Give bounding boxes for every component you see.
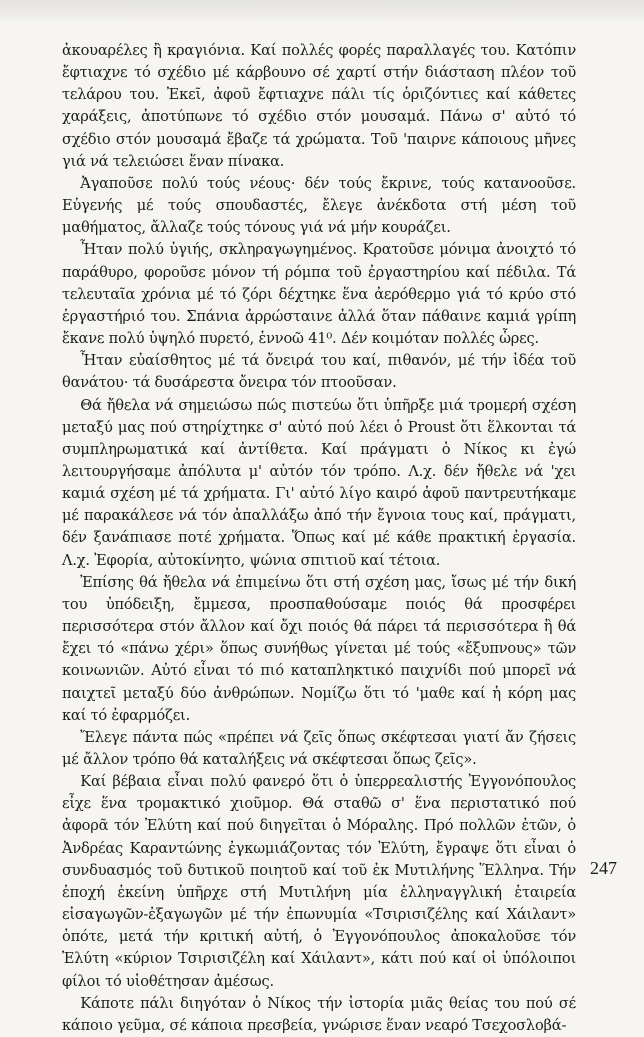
page-number: 247: [590, 858, 617, 878]
scan-top-edge: [0, 0, 644, 22]
paragraph: Καί βέβαια εἶναι πολύ φανερό ὅτι ὁ ὑπερρεαλιστής Ἐγγονόπουλος εἶχε ἕνα τρομακτικό χιοῦμορ. Θά σταθῶ σ' ἕνα περιστατικό πού ἀφορᾶ τόν Ἐλύτη καί πού διηγεῖται ὁ Μόραλης. Πρό πολλῶν ἐτῶν, ὁ Ἀνδρέας Καραντώνης ἐγκωμιάζοντας τόν Ἐλύτη, ἔγραψε ὅτι εἶναι ὁ συνδυασμός τοῦ δυτικοῦ ποιητοῦ καί τοῦ ἐκ Μυτιλήνης Ἕλληνα. Τήν ἐποχή ἐκείνη ὑπῆρχε στή Μυτιλήνη μία ἑλληναγγλική ἑταιρεία εἰσαγωγῶν-ἐξαγωγῶν μέ τήν ἐπωνυμία «Τσιρισιζέλης καί Χάιλαντ» ὁπότε, μετά τήν κριτική αὐτή, ὁ Ἐγγονόπουλος ἀποκαλοῦσε τόν Ἐλύτη «κύριον Τσιρισιζέλη καί Χάιλαντ», κάτι πού καί οἱ ὑπόλοιποι φίλοι τό υἱοθέτησαν ἀμέσως.: [62, 773, 576, 990]
page-body: [62, 40, 576, 1037]
paragraph: Ἦταν πολύ ὑγιής, σκληραγωγημένος. Κρατοῦσε μόνιμα ἀνοιχτό τό παράθυρο, φοροῦσε μόνον τή ρόμπα τοῦ ἐργαστηρίου καί πέδιλα. Τά τελευταῖα χρόνια μέ τό ζόρι δέχτηκε ἕνα ἀερόθερμο γιά τό κρύο στό ἐργαστήριό του. Σπάνια ἀρρώσταινε ἀλλά ὅταν πάθαινε καμιά γρίπη ἔκανε πολύ ὑψηλό πυρετό, ἐννοῶ 41⁰. Δέν κοιμόταν πολλές ὧρες.: [62, 241, 576, 348]
paragraph: Ἀγαποῦσε πολύ τούς νέους· δέν τούς ἔκρινε, τούς κατανοοῦσε. Εὐγενής μέ τούς σπουδαστές, ἔλεγε ἀνέκδοτα στή μέση τοῦ μαθήματος, ἄλλαζε τούς τόνους γιά νά μήν κουράζει.: [62, 174, 576, 237]
paragraph: ἀκουαρέλες ἢ κραγιόνια. Καί πολλές φορές παραλλαγές του. Κατόπιν ἔφτιαχνε τό σχέδιο μέ κάρβουνο σέ χαρτί στήν διάσταση πλέον τοῦ τελάρου του. Ἐκεῖ, ἀφοῦ ἔφτιαχνε πάλι τίς ὁριζόντιες καί κάθετες χαράξεις, ἀποτύπωνε τό σχέδιο στόν μουσαμά. Πάνω σ' αὐτό τό σχέδιο στόν μουσαμά ἔβαζε τά χρώματα. Τοῦ 'παιρνε κάποιους μῆνες γιά νά τελειώσει ἕναν πίνακα.: [62, 42, 576, 170]
paragraph: Ἦταν εὐαίσθητος μέ τά ὄνειρά του καί, πιθανόν, μέ τήν ἰδέα τοῦ θανάτου· τά δυσάρεστα ὄνειρα τόν πτοοῦσαν.: [62, 352, 576, 392]
paragraph: Θά ἤθελα νά σημειώσω πώς πιστεύω ὅτι ὑπῆρξε μιά τρομερή σχέση μεταξύ μας πού στηρίχτηκε σ' αὐτό πού λέει ὁ Proust ὅτι ἕλκονται τά συμπληρωματικά καί ἀντίθετα. Καί πράγματι ὁ Νίκος κι ἐγώ λειτουργήσαμε ἀπόλυτα μ' αὐτόν τόν τρόπο. Λ.χ. δέν ἤθελε νά 'χει καμιά σχέση μέ τά χρήματα. Γι' αὐτό λίγο καιρό ἀφοῦ παντρευτήκαμε μέ παρακάλεσε νά τόν ἀπαλλάξω ἀπό τήν ἔγνοια τους καί, πράγματι, δέν ξανάπιασε ποτέ χρήματα. Ὅπως καί μέ κάθε πρακτική ἐργασία. Λ.χ. Ἐφορία, αὐτοκίνητο, ψώνια σπιτιοῦ καί τέτοια.: [62, 396, 576, 569]
paragraph: Ἐπίσης θά ἤθελα νά ἐπιμείνω ὅτι στή σχέση μας, ἴσως μέ τήν δική του ὑπόδειξη, ἔμμεσα, προσπαθούσαμε ποιός θά προσφέρει περισσότερα στόν ἄλλον καί ὄχι ποιός θά πάρει τά περισσότερα ἢ θά ἔχει τό «πάνω χέρι» ὅπως συνήθως γίνεται μέ τούς «ἔξυπνους» τῶν κοινωνιῶν. Αὐτό εἶναι τό πιό καταπληκτικό παιχνίδι πού μπορεῖ νά παιχτεῖ μεταξύ δύο ἀνθρώπων. Νομίζω ὅτι τό 'μαθε καί ἡ κόρη μας καί τό ἐφαρμόζει.: [62, 573, 576, 724]
paragraph: Κάποτε πάλι διηγόταν ὁ Νίκος τήν ἱστορία μιᾶς θείας του πού σέ κάποιο γεῦμα, σέ κάποια πρεσβεία, γνώρισε ἕναν νεαρό Τσεχοσλοβά-: [62, 994, 576, 1034]
paragraph: Ἔλεγε πάντα πώς «πρέπει νά ζεῖς ὅπως σκέφτεσαι γιατί ἄν ζήσεις μέ ἄλλον τρόπο θά καταλήξεις νά σκέφτεσαι ὅπως ζεῖς».: [62, 728, 576, 768]
